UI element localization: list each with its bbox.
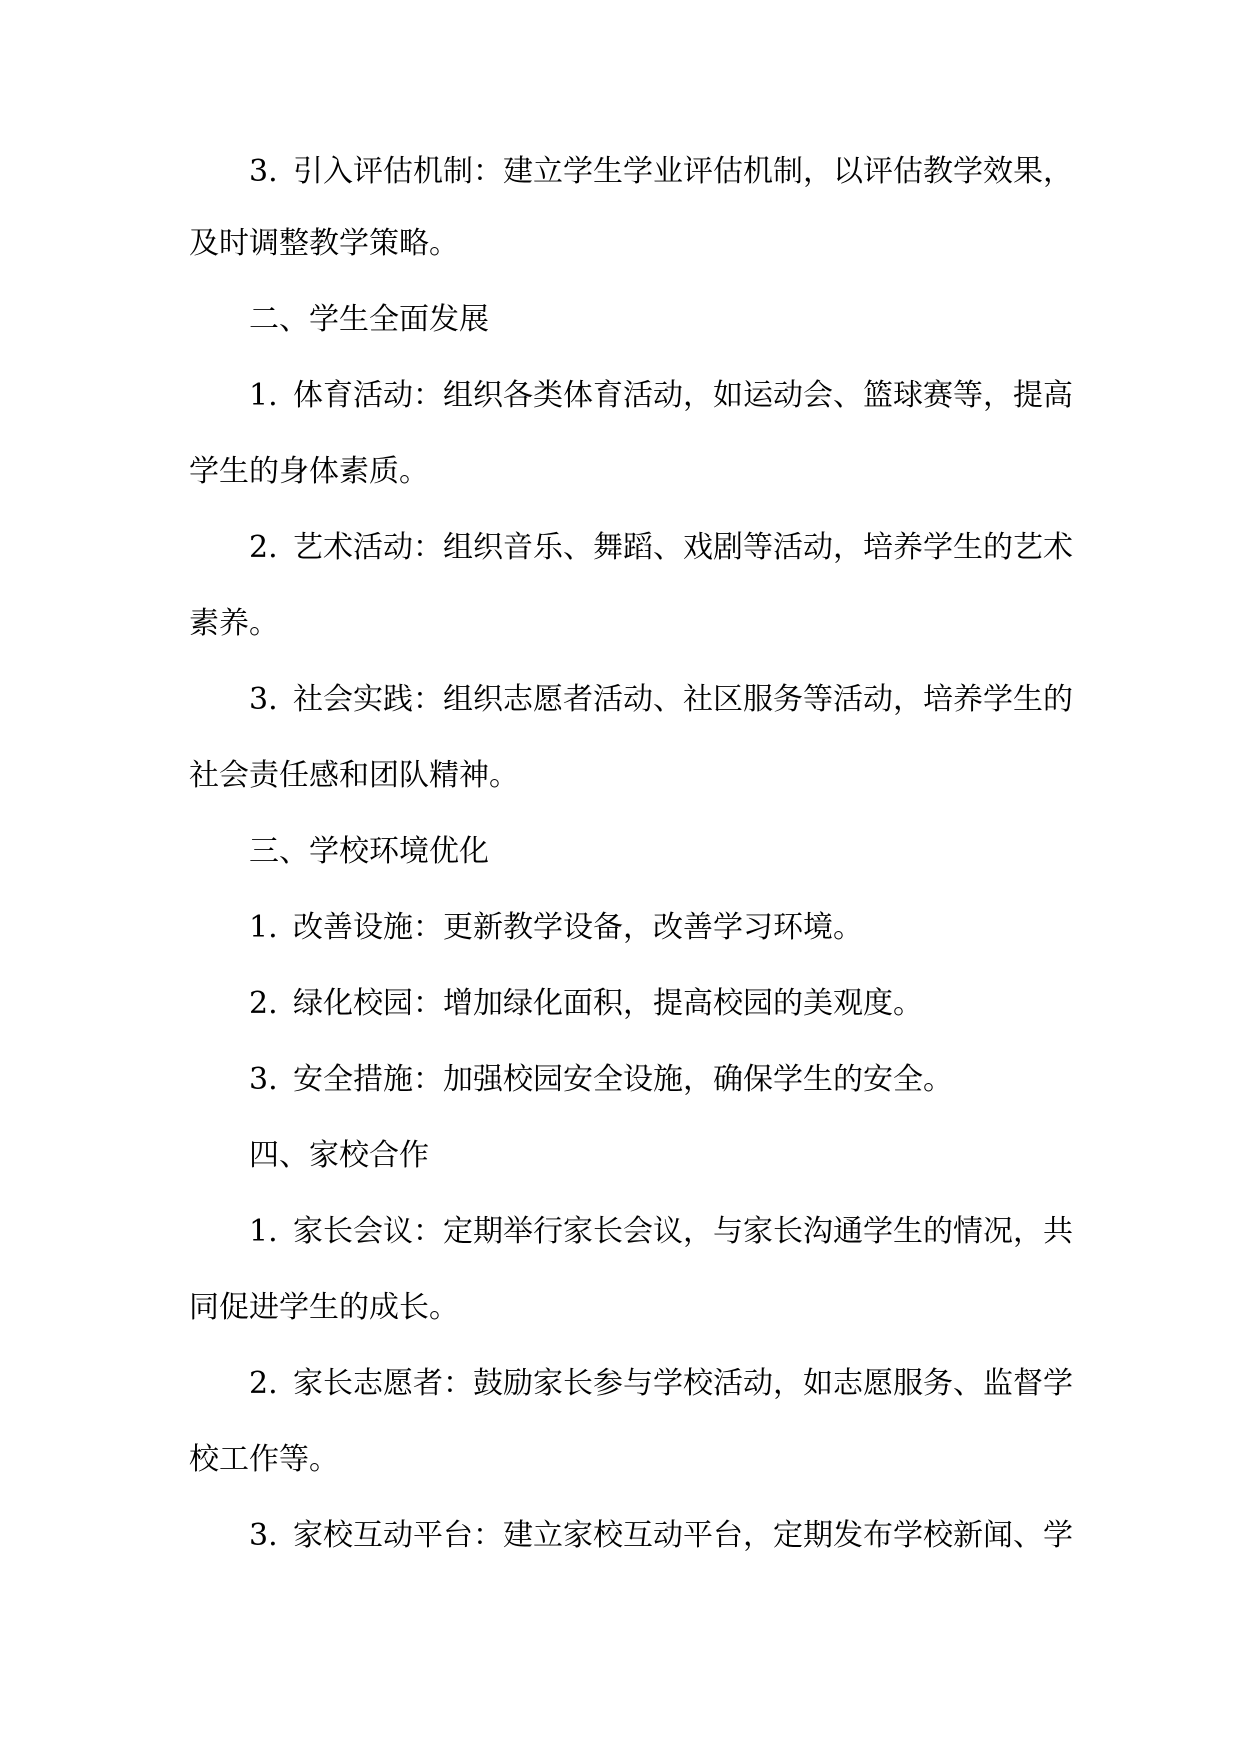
paragraph-text: 社会实践：组织志愿者活动、社区服务等活动，培养学生的: [293, 682, 1073, 717]
paragraph-line: [249, 1364, 1241, 1404]
paragraph-continuation: 及时调整教学策略。: [189, 226, 459, 261]
paragraph-continuation: 学生的身体素质。: [189, 454, 429, 489]
list-number: 2.: [249, 986, 278, 1021]
list-number: 1.: [249, 910, 278, 945]
paragraph-line: [249, 680, 1241, 720]
list-number: 3.: [249, 154, 278, 189]
paragraph-text: 绿化校园：增加绿化面积，提高校园的美观度。: [293, 986, 923, 1021]
paragraph-line: [249, 152, 1241, 192]
list-number: 2.: [249, 1366, 278, 1401]
paragraph-line: [249, 376, 1241, 416]
paragraph-line: [249, 908, 1241, 948]
paragraph-text: 改善设施：更新教学设备，改善学习环境。: [293, 910, 863, 945]
list-number: 3.: [249, 1062, 278, 1097]
paragraph-text: 家校互动平台：建立家校互动平台，定期发布学校新闻、学: [293, 1518, 1073, 1553]
list-number: 3.: [249, 682, 278, 717]
section-heading: 四、家校合作: [249, 1138, 429, 1173]
paragraph-line: [249, 984, 1241, 1024]
paragraph-text: 安全措施：加强校园安全设施，确保学生的安全。: [293, 1062, 953, 1097]
list-number: 1.: [249, 1214, 278, 1249]
paragraph-line: [249, 528, 1241, 568]
section-heading: 三、学校环境优化: [249, 834, 489, 869]
paragraph-line: [249, 1060, 1241, 1100]
paragraph-text: 家长会议：定期举行家长会议，与家长沟通学生的情况，共: [293, 1214, 1073, 1249]
paragraph-text: 体育活动：组织各类体育活动，如运动会、篮球赛等，提高: [293, 378, 1073, 413]
paragraph-text: 艺术活动：组织音乐、舞蹈、戏剧等活动，培养学生的艺术: [293, 530, 1073, 565]
paragraph-continuation: 社会责任感和团队精神。: [189, 758, 519, 793]
paragraph-text: 引入评估机制：建立学生学业评估机制，以评估教学效果，: [293, 154, 1073, 189]
list-number: 3.: [249, 1518, 278, 1553]
list-number: 2.: [249, 530, 278, 565]
section-heading: 二、学生全面发展: [249, 302, 489, 337]
list-number: 1.: [249, 378, 278, 413]
paragraph-line: [249, 1516, 1241, 1556]
paragraph-continuation: 同促进学生的成长。: [189, 1290, 459, 1325]
paragraph-text: 家长志愿者：鼓励家长参与学校活动，如志愿服务、监督学: [293, 1366, 1073, 1401]
paragraph-continuation: 校工作等。: [189, 1442, 339, 1477]
paragraph-continuation: 素养。: [189, 606, 279, 641]
paragraph-line: [249, 1212, 1241, 1252]
